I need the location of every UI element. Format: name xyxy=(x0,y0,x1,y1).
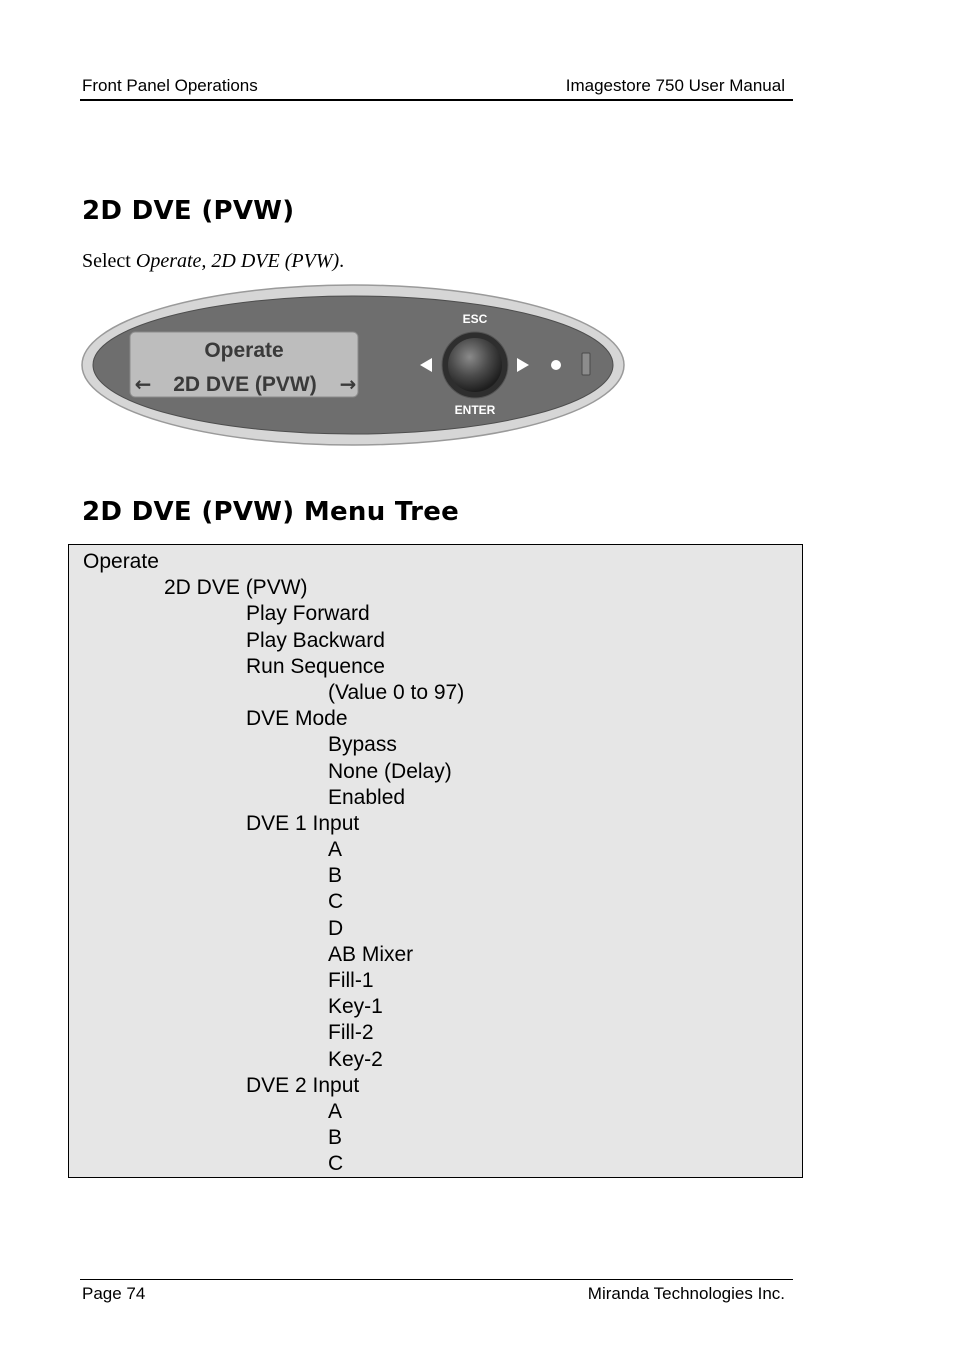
menu-tree-item: A xyxy=(328,838,343,862)
page-footer xyxy=(80,1279,793,1309)
instruction-suffix: . xyxy=(339,250,345,272)
page-header xyxy=(80,76,793,101)
menu-tree-item: B xyxy=(328,1126,343,1150)
menu-tree-item: C xyxy=(328,890,344,914)
menu-tree xyxy=(68,544,803,1178)
front-panel-illustration xyxy=(80,283,626,447)
menu-tree-item: Bypass xyxy=(328,733,397,757)
menu-tree-item: DVE Mode xyxy=(246,707,348,731)
menu-tree-item: Key-1 xyxy=(328,995,383,1019)
lcd-right-arrow: → xyxy=(339,372,357,396)
menu-tree-item: DVE 2 Input xyxy=(246,1073,360,1097)
menu-tree-item: Play Backward xyxy=(246,628,385,652)
lcd-line-1: Operate xyxy=(204,339,284,362)
menu-tree-item: Run Sequence xyxy=(246,654,385,678)
section-title: 2D DVE (PVW) xyxy=(82,196,295,226)
menu-tree-item: C xyxy=(328,1152,344,1176)
menu-tree-item: AB Mixer xyxy=(328,942,414,966)
lcd-left-arrow: ← xyxy=(134,372,152,396)
menu-tree-item: Key-2 xyxy=(328,1047,383,1071)
company-name: Miranda Technologies Inc. xyxy=(587,1284,785,1303)
menu-tree-item: Operate xyxy=(83,550,159,573)
menu-tree-item: A xyxy=(328,1099,343,1123)
menu-tree-item: (Value 0 to 97) xyxy=(328,680,465,704)
page-number: Page 74 xyxy=(82,1284,146,1303)
menu-tree-item: Fill-1 xyxy=(328,969,374,992)
menu-tree-item: Fill-2 xyxy=(328,1021,374,1045)
front-panel-svg xyxy=(80,283,626,447)
menu-tree-item: 2D DVE (PVW) xyxy=(164,576,308,600)
status-led xyxy=(551,360,561,370)
navigation-knob-cap xyxy=(448,338,502,392)
instruction-menu-path: Operate, 2D DVE (PVW) xyxy=(135,250,340,272)
menu-tree-item: Play Forward xyxy=(246,602,370,626)
esc-label: ESC xyxy=(462,312,488,326)
menu-tree-item: DVE 1 Input xyxy=(246,811,360,835)
lcd-line-2: 2D DVE (PVW) xyxy=(173,373,317,396)
card-slot xyxy=(582,353,590,375)
menu-tree-item: None (Delay) xyxy=(328,759,452,783)
menu-tree-item: D xyxy=(328,916,344,940)
header-section-name: Front Panel Operations xyxy=(82,76,258,95)
header-manual-title: Imagestore 750 User Manual xyxy=(565,76,785,95)
instruction-prefix: Select xyxy=(82,250,136,272)
instruction-text xyxy=(82,250,344,273)
menu-tree-item: Enabled xyxy=(328,785,406,809)
menu-tree-title: 2D DVE (PVW) Menu Tree xyxy=(82,497,460,527)
enter-label: ENTER xyxy=(454,403,496,417)
menu-tree-item: B xyxy=(328,864,343,888)
